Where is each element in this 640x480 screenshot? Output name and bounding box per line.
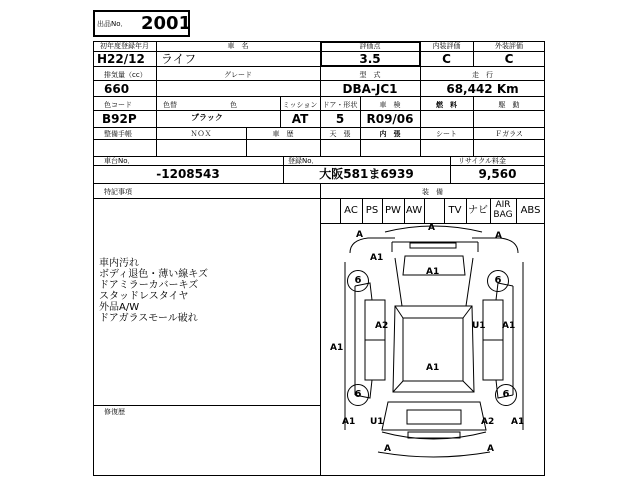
damage-rear-right-2: A2 xyxy=(481,417,495,427)
displacement-label: 排気量（cc） xyxy=(104,71,147,79)
inspection-label: 車 検 xyxy=(379,101,401,109)
roof-label: 天 張 xyxy=(329,130,351,138)
recycle-label: リサイクル料金 xyxy=(458,157,507,165)
color-code-label: 色コード xyxy=(104,101,132,109)
lot-number-label: 出品No． xyxy=(97,20,128,28)
nox-label: ＮＯＸ xyxy=(190,130,212,138)
exterior-value: C xyxy=(504,52,514,66)
remark-line: ボディ退色・薄い線キズ xyxy=(99,269,208,280)
displacement-value: 660 xyxy=(104,82,130,96)
doors-value: 5 xyxy=(335,112,345,126)
interior-label: 内装評価 xyxy=(432,42,461,50)
manual-label: 整備手帳 xyxy=(104,130,132,138)
remark-line: スタッドレスタイヤ xyxy=(99,291,189,302)
damage-roof: A1 xyxy=(426,363,440,373)
color-type-label: 色替 xyxy=(163,101,177,109)
remark-line: 外品A/W xyxy=(99,302,140,313)
registration-value: 大阪581ま6939 xyxy=(319,167,414,181)
drive-label: 駆 動 xyxy=(498,101,520,109)
damage-rear-bumper: A xyxy=(384,444,391,454)
remark-line: ドアガラスモール破れ xyxy=(99,313,198,324)
remarks-label: 特記事項 xyxy=(104,188,132,196)
damage-front-right: A xyxy=(495,231,502,241)
damage-left-front-fender: A1 xyxy=(370,253,384,263)
lot-number: 2001 xyxy=(141,13,192,34)
repair-history-label: 修復歴 xyxy=(104,408,125,416)
year-label: 初年度登録年月 xyxy=(100,42,149,50)
history-label: 車 歴 xyxy=(272,130,294,138)
damage-left-front-door: A2 xyxy=(375,321,389,331)
mileage-label: 走 行 xyxy=(472,71,493,79)
damage-front-bumper: A xyxy=(428,223,435,233)
equip-ps: PS xyxy=(365,205,379,216)
car-name-value: ライフ xyxy=(161,52,197,66)
chassis-value: -1208543 xyxy=(156,167,220,181)
damage-front-left: A xyxy=(356,230,363,240)
model-value: DBA-JC1 xyxy=(342,82,398,96)
damage-hood: A1 xyxy=(426,267,440,277)
mileage-value: 68,442 Km xyxy=(446,82,519,96)
damage-right-side: A1 xyxy=(502,321,516,331)
grade-label: グレード xyxy=(224,71,252,79)
tire-front-left: 6 xyxy=(347,270,369,292)
damage-rear-corner: A xyxy=(487,444,494,454)
damage-rear-left-2: U1 xyxy=(370,417,384,427)
equipment-label: 装 備 xyxy=(422,188,443,196)
equip-tv: TV xyxy=(448,205,462,216)
score-label: 評価点 xyxy=(359,42,381,50)
color-value: ブラック xyxy=(191,113,223,122)
equip-abs: ABS xyxy=(520,205,541,216)
tire-rear-right: 6 xyxy=(495,384,517,406)
tire-rear-left: 6 xyxy=(347,384,369,406)
interior-value: C xyxy=(442,52,451,66)
model-label: 型 式 xyxy=(359,71,381,79)
car-name-label: 車 名 xyxy=(227,42,249,50)
fuel-label: 燃 料 xyxy=(436,101,457,109)
equip-navi: ナビ xyxy=(468,205,488,216)
recycle-value: 9,560 xyxy=(478,167,517,181)
color-label: 色 xyxy=(230,101,237,109)
damage-left-side: A1 xyxy=(330,343,344,353)
inspection-value: R09/06 xyxy=(366,112,414,126)
equip-airbag: AIR BAG xyxy=(493,200,513,220)
mission-value: AT xyxy=(291,112,309,126)
exterior-label: 外装評価 xyxy=(495,42,523,50)
tire-front-right: 6 xyxy=(487,270,509,292)
damage-rear-right: A1 xyxy=(511,417,525,427)
mission-label: ミッション xyxy=(282,101,318,109)
color-code-value: B92P xyxy=(102,112,137,126)
remark-line: 車内汚れ xyxy=(99,258,139,269)
equip-pw: PW xyxy=(385,205,401,216)
damage-right-front-door: U1 xyxy=(472,321,486,331)
glass-label: Ｆガラス xyxy=(495,130,523,138)
score-value: 3.5 xyxy=(359,52,381,66)
year-value: H22/12 xyxy=(97,52,145,66)
door-label: ドア・形状 xyxy=(322,101,358,109)
chassis-label: 車台No． xyxy=(104,157,135,165)
registration-label: 登録No． xyxy=(288,157,319,165)
seat-label: シート xyxy=(436,130,457,138)
damage-rear-left: A1 xyxy=(342,417,356,427)
equip-aw: AW xyxy=(405,205,423,216)
equip-ac: AC xyxy=(344,205,358,216)
interior-roof-label: 内 張 xyxy=(379,130,401,138)
remark-line: ドアミラーカバーキズ xyxy=(99,280,199,291)
